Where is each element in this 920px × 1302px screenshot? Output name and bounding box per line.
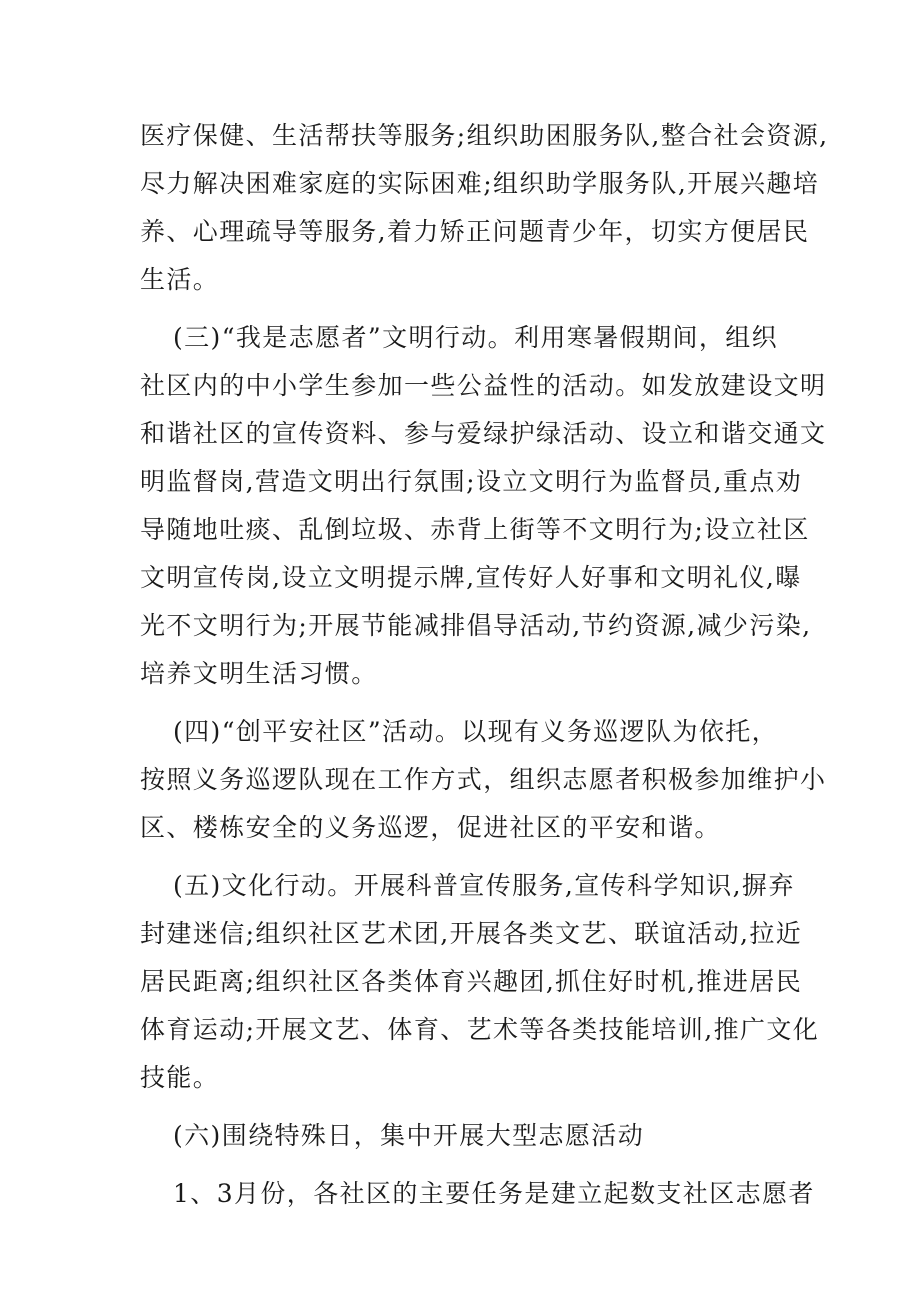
text-line: 1、3月份，各社区的主要任务是建立起数支社区志愿者 xyxy=(173,1179,815,1208)
text-line: (五)文化行动。开展科普宣传服务,宣传科学知识,摒弃 xyxy=(173,871,795,900)
text-line: 光不文明行为;开展节能减排倡导活动,节约资源,减少污染, xyxy=(140,611,812,640)
text-line: 明监督岗,营造文明出行氛围;设立文明行为监督员,重点劝 xyxy=(140,467,803,496)
text-line: 区、楼栋安全的义务巡逻，促进社区的平安和谐。 xyxy=(140,813,721,842)
text-line: 技能。 xyxy=(140,1063,220,1092)
text-line: 生活。 xyxy=(140,265,220,294)
paragraph-services-continued xyxy=(140,112,829,304)
text-line: 社区内的中小学生参加一些公益性的活动。如发放建设文明 xyxy=(140,371,827,400)
text-line: 医疗保健、生活帮扶等服务;组织助困服务队,整合社会资源, xyxy=(140,121,829,150)
text-line: 培养文明生活习惯。 xyxy=(140,659,378,688)
text-line: 体育运动;开展文艺、体育、艺术等各类技能培训,推广文化 xyxy=(140,1015,820,1044)
text-line: (四)“创平安社区”活动。以现有义务巡逻队为依托， xyxy=(173,717,779,746)
text-line: 养、心理疏导等服务,着力矫正问题青少年，切实方便居民 xyxy=(140,217,810,246)
text-line: 居民距离;组织社区各类体育兴趣团,抓住好时机,推进居民 xyxy=(140,967,803,996)
text-line: 文明宣传岗,设立文明提示牌,宣传好人好事和文明礼仪,曝 xyxy=(140,563,802,592)
text-line: (三)“我是志愿者”文明行动。利用寒暑假期间，组织 xyxy=(173,323,779,352)
text-line: 封建迷信;组织社区艺术团,开展各类文艺、联谊活动,拉近 xyxy=(140,919,803,948)
paragraph-special-days xyxy=(140,1112,820,1160)
paragraph-march xyxy=(140,1170,820,1218)
text-line: (六)围绕特殊日，集中开展大型志愿活动 xyxy=(173,1121,645,1150)
text-line: 尽力解决困难家庭的实际困难;组织助学服务队,开展兴趣培 xyxy=(140,169,820,198)
paragraph-culture-action xyxy=(140,862,820,1102)
paragraph-safe-community xyxy=(140,708,827,852)
paragraph-volunteer-action xyxy=(140,314,827,698)
text-line: 和谐社区的宣传资料、参与爱绿护绿活动、设立和谐交通文 xyxy=(140,419,827,448)
text-line: 导随地吐痰、乱倒垃圾、赤背上街等不文明行为;设立社区 xyxy=(140,515,810,544)
text-line: 按照义务巡逻队现在工作方式，组织志愿者积极参加维护小 xyxy=(140,765,827,794)
